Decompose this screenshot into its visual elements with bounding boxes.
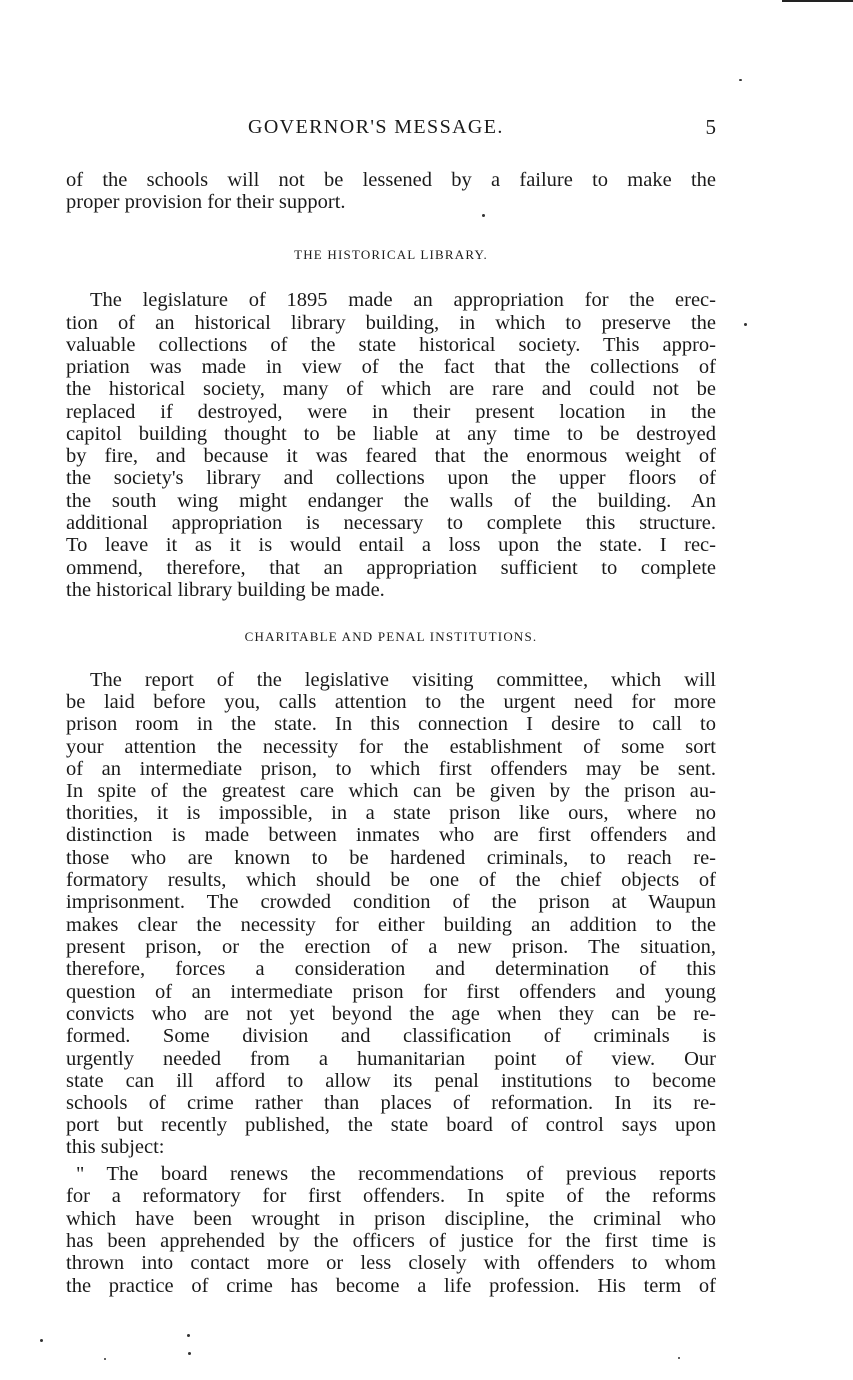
paragraph-line: thorities, it is impossible, in a state prison like ours, where no	[66, 802, 716, 824]
quote-line: which have been wrought in prison discipline, the criminal who	[66, 1208, 716, 1230]
paragraph-line: valuable collections of the state historical society. This appro-	[66, 334, 716, 356]
paragraph-line: your attention the necessity for the establishment of some sort	[66, 736, 716, 758]
paragraph-line: the historical library building be made.	[66, 579, 385, 601]
paragraph-line: distinction is made between inmates who are first offenders and	[66, 824, 716, 846]
paragraph-line: In spite of the greatest care which can be given by the prison au-	[66, 780, 716, 802]
intro-line: of the schools will not be lessened by a failure to make the	[66, 169, 716, 191]
paragraph-line: formed. Some division and classification of criminals is	[66, 1025, 716, 1047]
page-header	[66, 112, 716, 142]
scan-speck	[40, 1339, 43, 1342]
paragraph-line: The legislature of 1895 made an appropriation for the erec-	[90, 289, 716, 311]
paragraph-line: priation was made in view of the fact that the collections of	[66, 356, 716, 378]
paragraph-line: The report of the legislative visiting committee, which will	[90, 669, 716, 691]
scan-speck	[482, 214, 485, 217]
section-heading-charitable-penal: CHARITABLE AND PENAL INSTITUTIONS.	[244, 629, 538, 644]
quote-line: has been apprehended by the officers of justice for the first time is	[66, 1230, 716, 1252]
quote-line: the practice of crime has become a life profession. His term of	[66, 1275, 716, 1297]
paragraph-line: capitol building thought to be liable at any time to be destroyed	[66, 423, 716, 445]
scan-speck	[744, 323, 747, 326]
paragraph-line: by fire, and because it was feared that the enormous weight of	[66, 445, 716, 467]
paragraph-line: convicts who are not yet beyond the age when they can be re-	[66, 1003, 716, 1025]
paragraph-line: imprisonment. The crowded condition of the prison at Waupun	[66, 891, 716, 913]
paragraph-line: To leave it as it is would entail a loss upon the state. I rec-	[66, 534, 716, 556]
paragraph-line: schools of crime rather than places of reformation. In its re-	[66, 1092, 716, 1114]
paragraph-line: ommend, therefore, that an appropriation sufficient to complete	[66, 557, 716, 579]
paragraph-line: the society's library and collections upon the upper floors of	[66, 467, 716, 489]
page-number: 5	[705, 115, 716, 139]
paragraph-line: prison room in the state. In this connection I desire to call to	[66, 713, 716, 735]
running-head: GOVERNOR'S MESSAGE.	[248, 116, 504, 138]
paragraph-line: state can ill afford to allow its penal institutions to become	[66, 1070, 716, 1092]
paragraph-line: additional appropriation is necessary to complete this structure.	[66, 512, 716, 534]
paragraph-line: be laid before you, calls attention to the urgent need for more	[66, 691, 716, 713]
paragraph-line: tion of an historical library building, in which to preserve the	[66, 312, 716, 334]
paragraph-line: makes clear the necessity for either building an addition to the	[66, 914, 716, 936]
paragraph-line: the south wing might endanger the walls of the building. An	[66, 490, 716, 512]
paragraph-line: formatory results, which should be one of the chief objects of	[66, 869, 716, 891]
scan-speck	[188, 1352, 191, 1355]
paragraph-line: therefore, forces a consideration and determination of this	[66, 958, 716, 980]
scan-speck	[187, 1334, 190, 1337]
scan-speck	[104, 1358, 106, 1360]
paragraph-line: port but recently published, the state board of control says upon	[66, 1114, 716, 1136]
paragraph-line: this subject:	[66, 1136, 165, 1158]
quote-line: for a reformatory for first offenders. In spite of the reforms	[66, 1185, 716, 1207]
quote-line: " The board renews the recommendations of previous reports	[76, 1163, 716, 1185]
scan-speck	[678, 1357, 680, 1359]
paragraph-line: present prison, or the erection of a new prison. The situation,	[66, 936, 716, 958]
intro-line: proper provision for their support.	[66, 191, 346, 213]
paragraph-line: urgently needed from a humanitarian point of view. Our	[66, 1048, 716, 1070]
scan-speck	[739, 79, 742, 81]
paragraph-line: replaced if destroyed, were in their present location in the	[66, 401, 716, 423]
quote-line: thrown into contact more or less closely with offenders to whom	[66, 1252, 716, 1274]
paragraph-line: of an intermediate prison, to which first offenders may be sent.	[66, 758, 716, 780]
top-edge-rule	[782, 0, 853, 2]
paragraph-line: the historical society, many of which are rare and could not be	[66, 378, 716, 400]
paragraph-line: those who are known to be hardened criminals, to reach re-	[66, 847, 716, 869]
paragraph-line: question of an intermediate prison for first offenders and young	[66, 981, 716, 1003]
section-heading-historical-library: THE HISTORICAL LIBRARY.	[294, 247, 488, 262]
